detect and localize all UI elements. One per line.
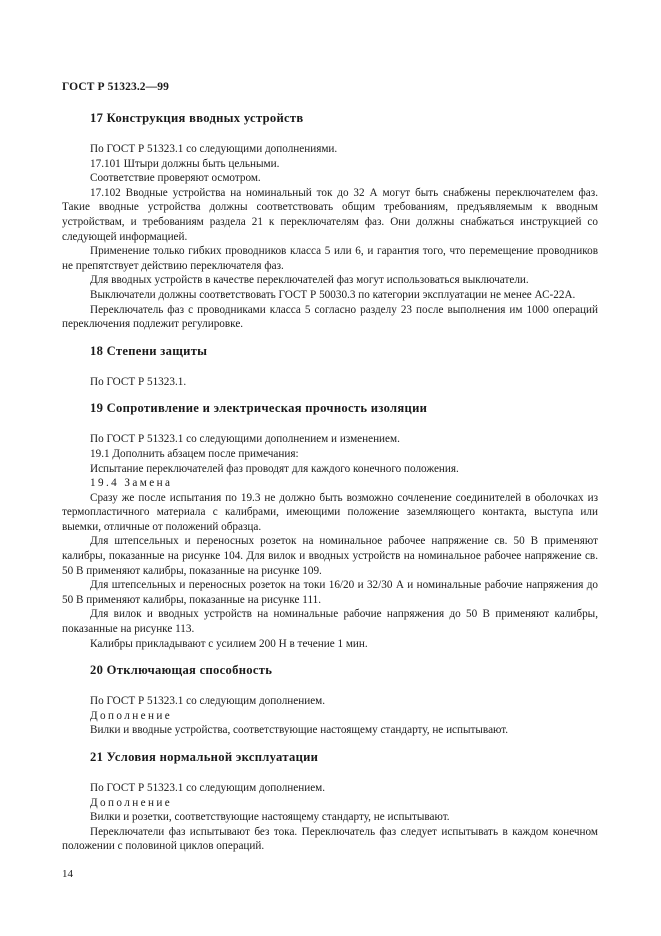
section <box>90 662 598 738</box>
section-title: 20 Отключающая способность <box>90 663 273 678</box>
paragraph: Переключатели фаз испытывают без тока. Переключатель фаз следует испытывать в каждом конечном положении с половиной циклов операций. <box>62 825 598 853</box>
paragraph: Выключатели должны соответствовать ГОСТ Р 50030.3 по категории эксплуатации не менее АС-22А. <box>90 288 576 301</box>
paragraph: Для вводных устройств в качестве переключателей фаз могут использоваться выключатели. <box>90 274 529 287</box>
paragraph: Для вилок и вводных устройств на номинальные рабочие напряжения до 50 В применяют калибры, показанные на рисунке 113. <box>62 608 598 636</box>
section-title: 17 Конструкция вводных устройств <box>90 111 304 125</box>
document-header: ГОСТ Р 51323.2—99 <box>62 81 169 93</box>
paragraph: Для штепсельных и переносных розеток на номинальное рабочее напряжение св. 50 В применяют калибры, показанные на рисунке 104. Для вилок и вводных устройств на номинальное рабочее напряжение св. 50 В применяют калибры, показанные на рисунке 109. <box>62 535 598 577</box>
paragraph: Переключатель фаз с проводниками класса 5 согласно разделу 23 после выполнения им 1000 операций переключения подлежит регулировке. <box>62 303 598 331</box>
paragraph: Калибры прикладывают с усилием 200 Н в течение 1 мин. <box>90 637 368 650</box>
section <box>62 110 598 332</box>
paragraph: По ГОСТ Р 51323.1. <box>90 375 187 388</box>
paragraph: 19.1 Дополнить абзацем после примечания: <box>90 447 299 460</box>
paragraph: Испытание переключателей фаз проводят для каждого конечного положения. <box>90 462 459 475</box>
paragraph: Вилки и розетки, соответствующие настоящему стандарту, не испытывают. <box>90 811 450 824</box>
paragraph: 17.101 Штыри должны быть цельными. <box>90 157 280 170</box>
paragraph: Применение только гибких проводников класса 5 или 6, и гарантия того, что перемещение проводников не препятствует действию переключателя фаз. <box>62 245 598 272</box>
paragraph: Сразу же после испытания по 19.3 не должно быть возможно сочленение соединителей в оболочках из термопластичного материала с калибрами, имеющими положение заземляющего контакта, выступа или выемки, отличные от положений образца. <box>62 491 598 533</box>
paragraph: Для штепсельных и переносных розеток на токи 16/20 и 32/30 А и номинальные рабочие напряжения до 50 В применяют калибры, показанные на рисунке 111. <box>62 579 598 606</box>
paragraph: По ГОСТ Р 51323.1 со следующими дополнениями. <box>90 143 338 155</box>
section-title: 21 Условия нормальной эксплуатации <box>90 750 319 764</box>
paragraph: Дополнение <box>90 709 173 722</box>
section-title: 19 Сопротивление и электрическая прочность изоляции <box>90 401 428 416</box>
section <box>62 749 598 854</box>
paragraph: Соответствие проверяют осмотром. <box>90 172 261 185</box>
page-body <box>62 110 598 854</box>
paragraph: Вилки и вводные устройства, соответствующие настоящему стандарту, не испытывают. <box>90 724 509 737</box>
paragraph: По ГОСТ Р 51323.1 со следующим дополнением. <box>90 782 326 794</box>
paragraph: 19.4 Замена <box>90 477 173 490</box>
paragraph: По ГОСТ Р 51323.1 со следующими дополнением и изменением. <box>90 433 400 446</box>
section <box>62 400 598 651</box>
page-number: 14 <box>62 868 73 880</box>
paragraph: 17.102 Вводные устройства на номинальный ток до 32 А могут быть снабжены переключателем фаз. Такие вводные устройства должны соответствовать общим требованиям, предъявляемым к вводным устройствам, и требованиям раздела 21 к переключателям фаз. Они должны снабжаться инструкцией со следующей информацией. <box>62 186 598 243</box>
paragraph: Дополнение <box>90 796 173 809</box>
paragraph: По ГОСТ Р 51323.1 со следующим дополнением. <box>90 695 326 708</box>
section <box>90 343 598 390</box>
section-title: 18 Степени защиты <box>90 343 208 358</box>
